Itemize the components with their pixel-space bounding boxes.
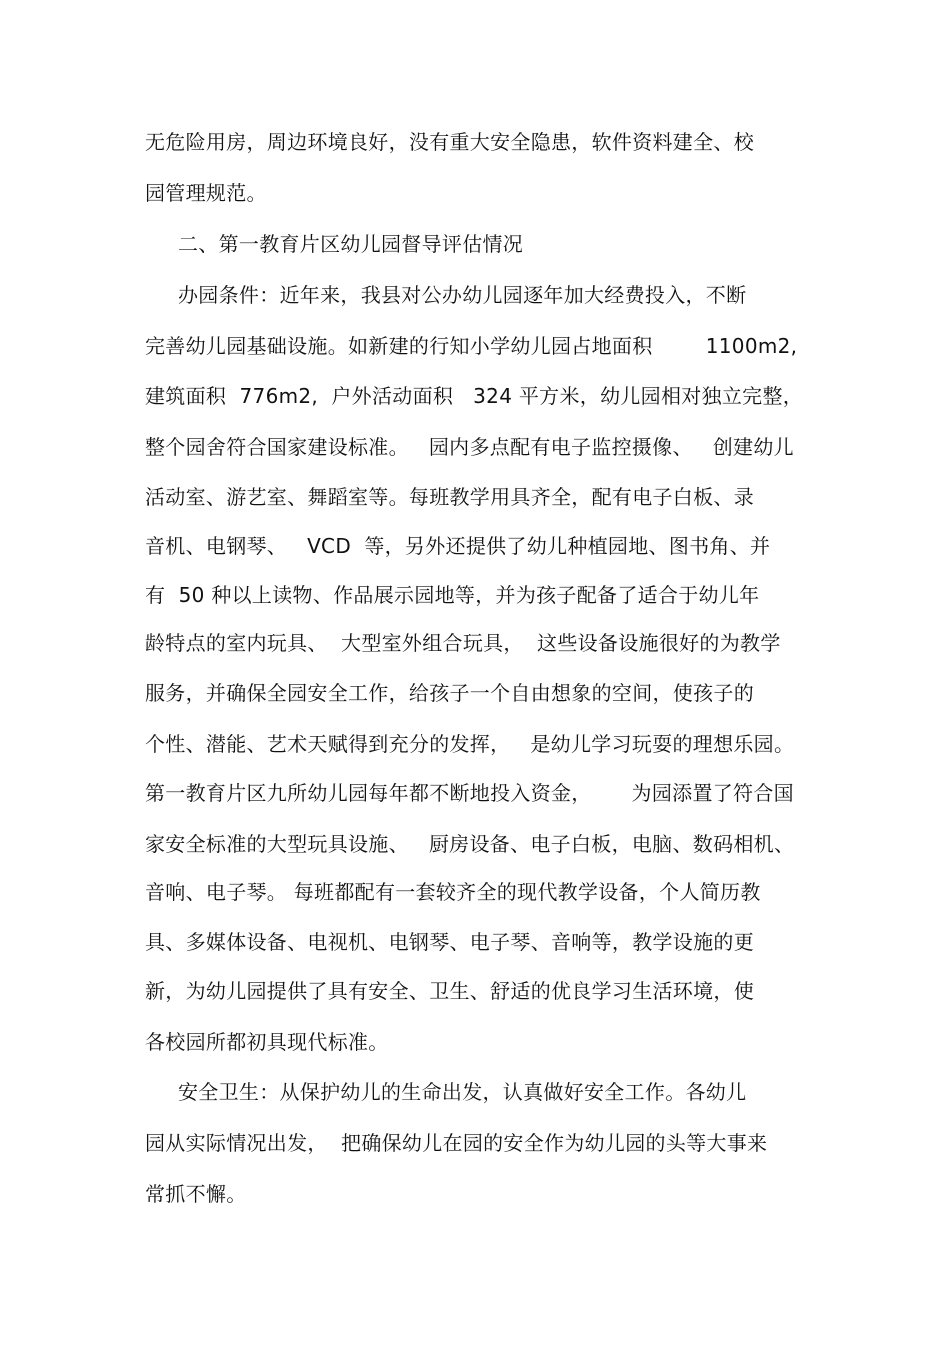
paragraph-line: 园从实际情况出发， 把确保幼儿在园的安全作为幼儿园的头等大事来 [145, 1131, 768, 1155]
paragraph-line: 办园条件：近年来，我县对公办幼儿园逐年加大经费投入，不断 [178, 283, 747, 307]
paragraph-line: 完善幼儿园基础设施。如新建的行知小学幼儿园占地面积 1100m2, [145, 334, 798, 358]
paragraph-line: 常抓不懈。 [145, 1182, 247, 1206]
paragraph-line: 音响、电子琴。 每班都配有一套较齐全的现代教学设备，个人简历教 [145, 880, 761, 904]
paragraph-line: 安全卫生：从保护幼儿的生命出发，认真做好安全工作。各幼儿 [178, 1080, 747, 1104]
paragraph-line: 活动室、游艺室、舞蹈室等。每班教学用具齐全，配有电子白板、录 [145, 485, 754, 509]
paragraph-line: 园管理规范。 [145, 181, 267, 205]
paragraph-line: 建筑面积 776m2, 户外活动面积 324 平方米，幼儿园相对独立完整， [145, 384, 804, 408]
paragraph-line: 各校园所都初具现代标准。 [145, 1030, 389, 1054]
paragraph-line: 音机、电钢琴、 VCD 等，另外还提供了幼儿种植园地、图书角、并 [145, 534, 771, 558]
paragraph-line: 龄特点的室内玩具、 大型室外组合玩具， 这些设备设施很好的为教学 [145, 631, 781, 655]
paragraph-line: 有 50 种以上读物、作品展示园地等，并为孩子配备了适合于幼儿年 [145, 583, 760, 607]
paragraph-line: 具、多媒体设备、电视机、电钢琴、电子琴、音响等，教学设施的更 [145, 930, 754, 954]
section-heading: 二、第一教育片区幼儿园督导评估情况 [178, 232, 524, 256]
paragraph-line: 整个园舍符合国家建设标准。 园内多点配有电子监控摄像、 创建幼儿 [145, 435, 794, 459]
paragraph-line: 服务，并确保全园安全工作，给孩子一个自由想象的空间，使孩子的 [145, 681, 754, 705]
paragraph-line: 第一教育片区九所幼儿园每年都不断地投入资金， 为园添置了符合国 [145, 781, 794, 805]
paragraph-line: 新，为幼儿园提供了具有安全、卫生、舒适的优良学习生活环境，使 [145, 979, 754, 1003]
paragraph-line: 无危险用房，周边环境良好，没有重大安全隐患，软件资料建全、校 [145, 130, 754, 154]
paragraph-line: 个性、潜能、艺术天赋得到充分的发挥， 是幼儿学习玩耍的理想乐园。 [145, 732, 795, 756]
paragraph-line: 家安全标准的大型玩具设施、 厨房设备、电子白板，电脑、数码相机、 [145, 832, 795, 856]
